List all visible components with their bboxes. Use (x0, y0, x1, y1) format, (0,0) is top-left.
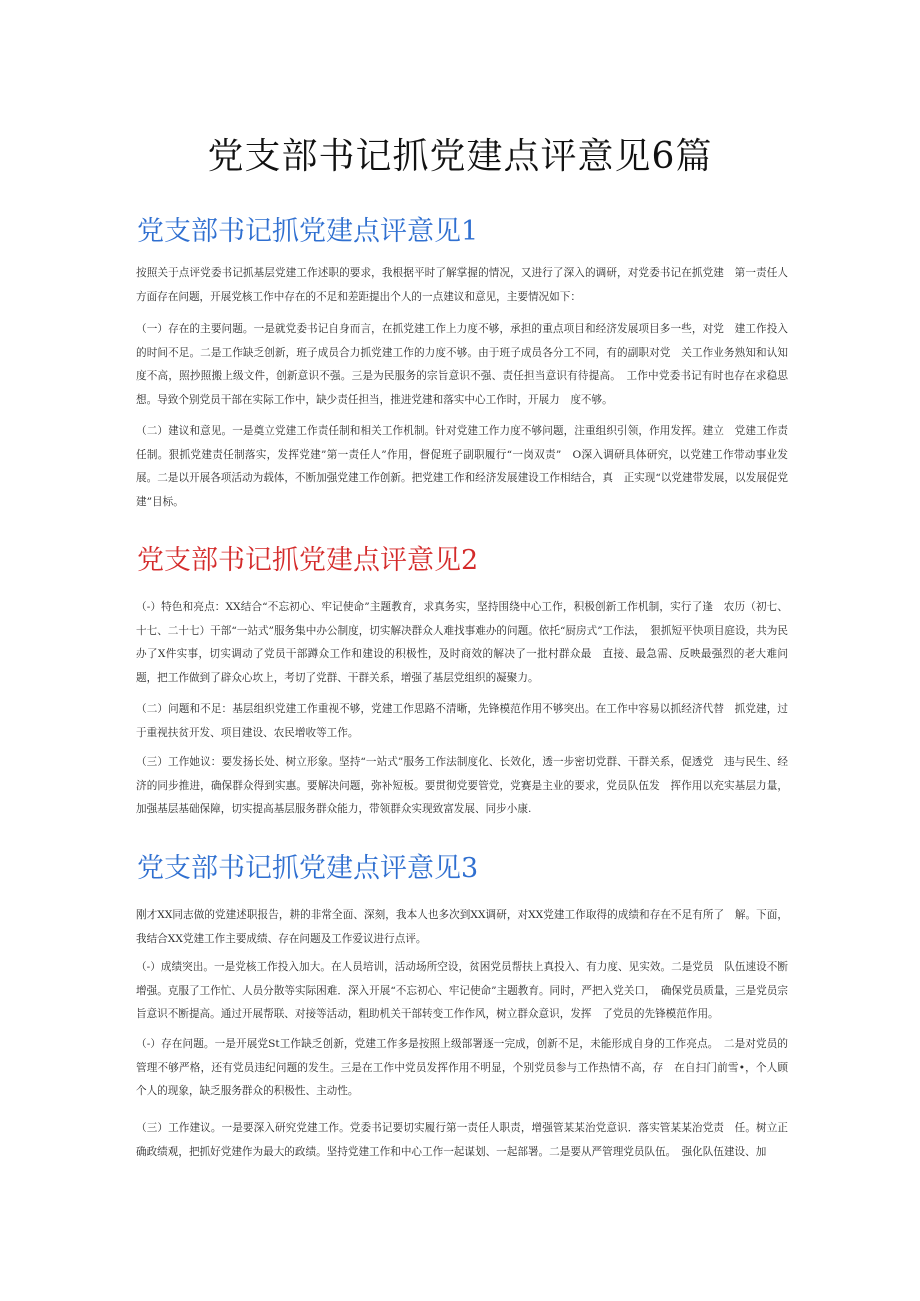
section-3-paragraph-1: 刚才XX同志做的党建述职报告，耕的非常全面、深刻，我本人也多次到XX调研，对XX党建工作取得的成绩和存在不足有所了 解。下面，我结合XX党建工作主要成绩、存在问题及工作爱议进行点评。 (136, 909, 788, 945)
section-2-paragraph-3: （三）工作她议：要发扬长处、树立形象。坚持“一站式”服务工作法制度化、长效化，透一步密切党群、干群关系，促透党 违与民生、经济的同步推进，确保群众得到实惠。要解决问题，弥补短板。要贯彻党要管党，党赛是主业的要求，党员队伍发 挥作用以充实基层力量，加强基层基础保障，切实提高基层服务群众能力，带领群众实现致富发展、同步小康. (136, 756, 788, 816)
section-1-paragraph-3: （二）建议和意见。一是奠立党建工作责任制和相关工作机制。针对党建工作力度不够问题，注重组织引领，作用发挥。建立 党建工作责任制。狠抓党建责任制落实，发挥党建”第一责任人”作用，督促班子副职履行“一岗双责” O深入调研具体研究，以党建工作带动事业发展。二是以开展各项活动为载体，不断加强党建工作创新。把党建工作和经济发展建设工作相结合，真 正实现“以党建带发展，以发展促党建”目标。 (136, 425, 788, 508)
section-2-paragraph-1: （-）特色和亮点：XX结合“不忘初心、牢记使命”主题教育，求真务实，坚持围绕中心工作，积极创新工作机制，实行了逢 农历（初七、十七、二十七）干部“一站式”服务集中办公制度，切实解决群众人难找事难办的问题。依托“厨房式”工作法， 狠抓短平快项目庭设，共为民办了X件实事，切实调动了党员干部蹲众工作和建设的积极性，及时商效的解决了一批村群众最 直接、最急需、反映最强烈的老大难问题，把工作做到了辟众心坎上，考切了党群、干群关系，增强了基层党组织的凝聚力。 (136, 601, 788, 684)
section-1-paragraph-1: 按照关于点评党委书记抓基层党建工作述职的要求，我根据平时了解掌握的情况，又进行了深入的调研，对党委书记在抓党建 第一责任人方面存在问题，开展党核工作中存在的不足和差距提出个人的一点建议和意见，主要情况如下： (136, 267, 788, 303)
section-1-paragraph-2: （一）存在的主要问题。一是就党委书记自身而言，在抓党建工作上力度不够，承担的重点项目和经济发展项目多一些，对党 建工作投入的时间不足。二是工作缺乏创新，班子成员合力抓党建工作的力度不够。由于班子成员各分工不同，有的副职对党 关工作业务熟知和认知度不高，照抄照搬上级文件，创新意识不强。三是为民服务的宗旨意识不强、责任担当意识有待提高。 工作中党委书记有时也存在求稳思想。导致个别党员干部在实际工作中，缺少责任担当，推进党建和落实中心工作时，开展力 度不够。 (136, 323, 788, 406)
section-2-paragraph-2: （二）问题和不足：基层组织党建工作重视不够，党建工作思路不清晰，先锋模范作用不够突出。在工作中容易以抓经济代替 抓党建，过于重视扶贫开发、项目建设、农民增收等工作。 (136, 703, 788, 739)
section-3-paragraph-4: （三）工作建议。一是要深入研究党建工作。党委书记要切实履行第一责任人职责，增强管某某治党意识．落实管某某治党责 任。树立正确政绩观，把抓好党建作为最大的政绩。坚持党建工作和中心工作一起谋划、一起部署。二是要从严管理党员队伍。 强化队伍建设、加 (136, 1122, 788, 1158)
section-2-heading: 党支部书记抓党建点评意见2 (137, 545, 479, 576)
document-title: 党支部书记抓党建点评意见6篇 (207, 136, 713, 177)
section-3-paragraph-3: （-）存在问题。一是开展党St工作缺乏创新，党建工作多是按照上级部署逐一完成，创新不足，未能形成自身的工作亮点。 二是对党员的管理不够严格，还有党员违纪问题的发生。三是在工作中党员发挥作用不明显，个别党员参与工作热情不高，存 在自扫门前雪•，个人顾个人的现象，缺乏服务群众的积极性、主动性。 (136, 1038, 788, 1098)
section-1-heading: 党支部书记抓党建点评意见1 (137, 216, 479, 247)
section-3-paragraph-2: （-）成绩突出。一是党核工作投入加大。在人员培训，活动场所空设，贫困党员帮扶上真投入、有力度、见实效。二是党员 队伍速设不断增强。克服了工作忙、人员分散等实际困难．深入开展“不忘初心、牢记使命”主题教育。同时，严把入党关口， 确保党员质量，三是党员宗旨意识不断提高。通过开展帮联、对接等活动，粗助机关干部转变工作作风，树立群众意识，发挥 了党员的先锋模范作用。 (136, 961, 788, 1021)
section-3-heading: 党支部书记抓党建点评意见3 (137, 853, 479, 884)
